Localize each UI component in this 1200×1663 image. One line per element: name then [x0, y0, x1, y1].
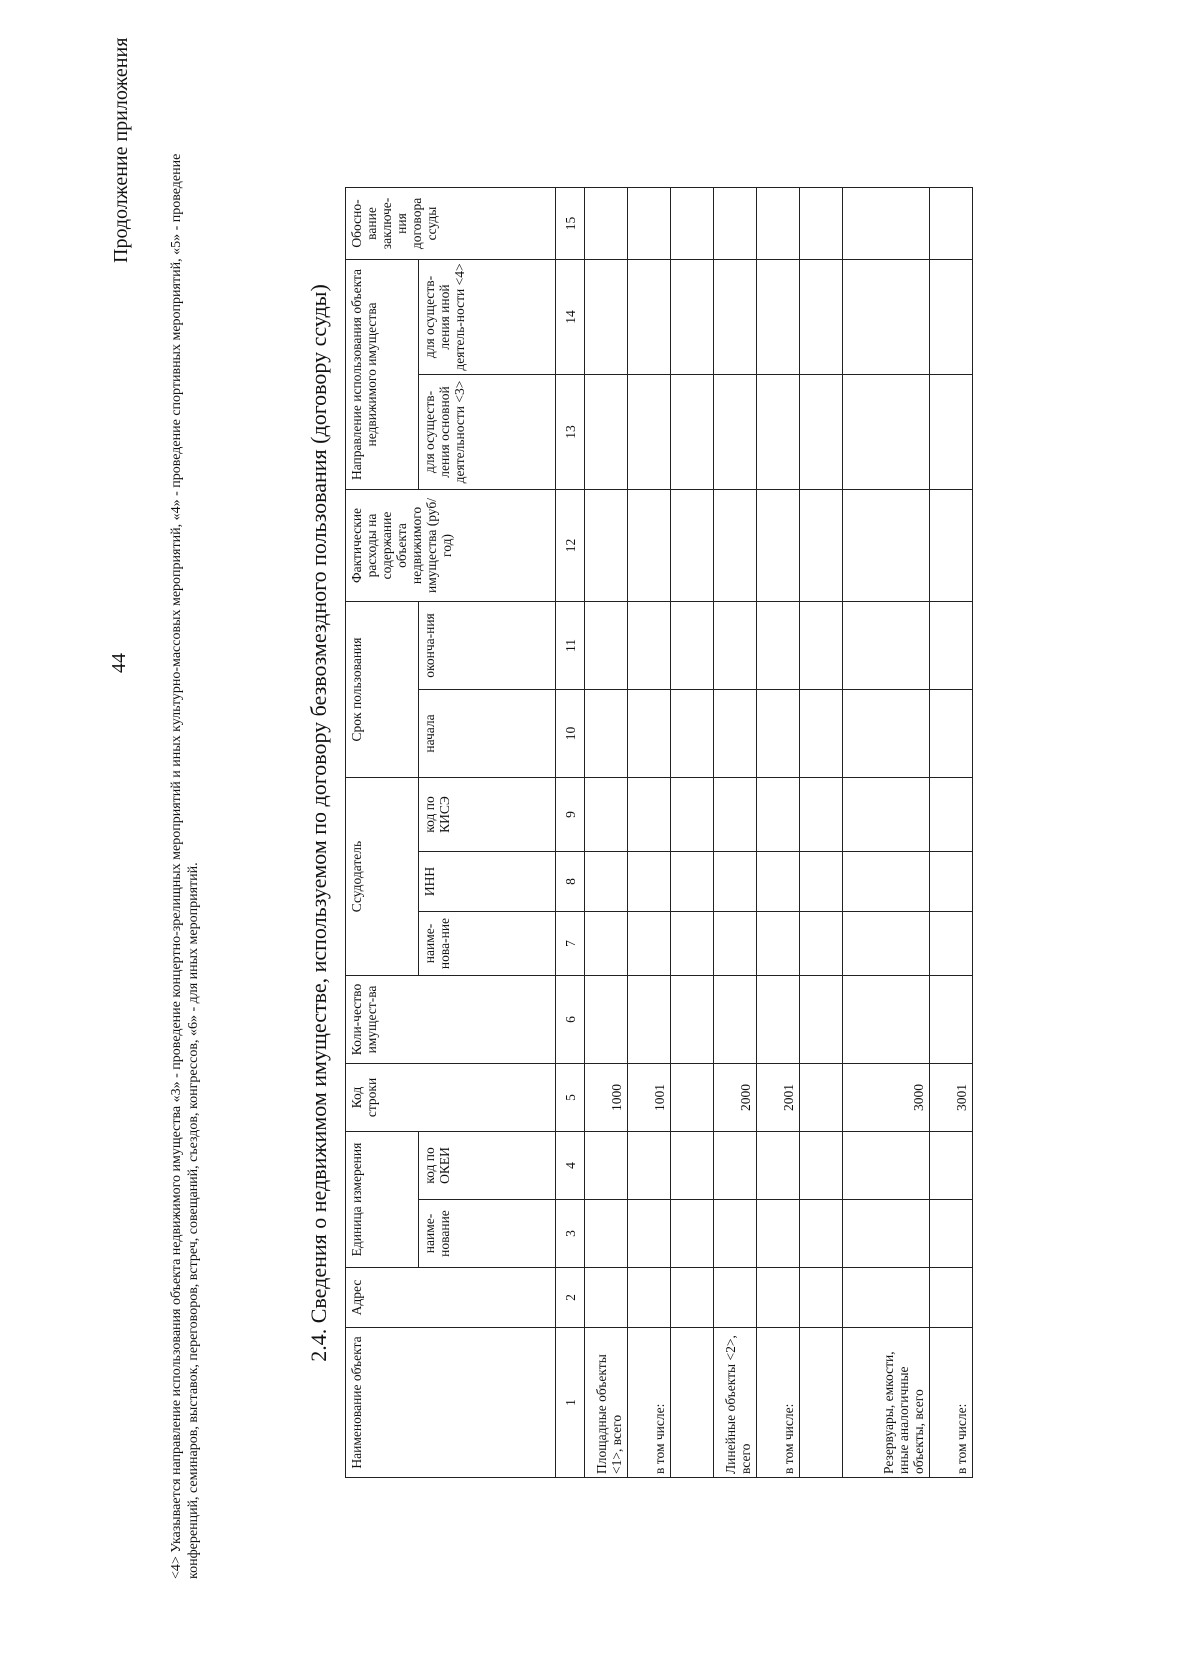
table-cell[interactable] [671, 1132, 714, 1200]
table-cell[interactable] [800, 601, 843, 689]
table-cell[interactable] [585, 778, 628, 852]
col-lender-header: Ссудодатель [346, 778, 419, 976]
table-cell[interactable] [843, 1200, 930, 1268]
table-cell[interactable] [671, 778, 714, 852]
col-justification-header: Обосно-вание заключе-ния договора ссуды [346, 187, 556, 259]
column-number: 9 [556, 778, 585, 852]
table-cell[interactable] [930, 259, 973, 374]
col-dir-other-header: для осуществ-ления иной деятель-ности <4> [419, 259, 556, 374]
col-quantity-header: Коли-чество имущест-ва [346, 976, 556, 1064]
table-row [671, 187, 714, 1477]
col-unit-header: Единица измерения [346, 1132, 419, 1268]
table-cell[interactable] [800, 778, 843, 852]
table-cell[interactable] [714, 1268, 757, 1328]
property-table [345, 187, 973, 1478]
col-name-header: Наименование объекта [346, 1328, 556, 1478]
row-code-cell[interactable]: 1001 [628, 1064, 671, 1132]
table-cell[interactable] [757, 374, 800, 489]
col-term-end-header: оконча-ния [419, 601, 556, 689]
column-number: 8 [556, 852, 585, 912]
table-cell[interactable] [930, 852, 973, 912]
table-cell[interactable] [628, 912, 671, 976]
table-cell[interactable] [585, 1132, 628, 1200]
table-cell[interactable] [585, 976, 628, 1064]
row-code-cell[interactable] [671, 1064, 714, 1132]
row-code-cell[interactable]: 2001 [757, 1064, 800, 1132]
table-cell[interactable] [800, 259, 843, 374]
column-number: 4 [556, 1132, 585, 1200]
table-cell[interactable] [628, 1200, 671, 1268]
table-cell[interactable] [757, 1200, 800, 1268]
row-code-cell[interactable]: 1000 [585, 1064, 628, 1132]
section-title: 2.4. Сведения о недвижимом имуществе, используемом по договору безвозмездного пользования (договору ссуды) [306, 284, 331, 1362]
table-cell[interactable] [714, 489, 757, 601]
table-cell[interactable] [930, 690, 973, 778]
table-cell[interactable] [800, 976, 843, 1064]
col-expenses-header: Фактические расходы на содержание объекта недвижимого имущества (руб/год) [346, 489, 556, 601]
table-cell[interactable] [671, 690, 714, 778]
table-cell[interactable] [585, 1200, 628, 1268]
table-row [843, 187, 930, 1477]
table-cell[interactable] [585, 601, 628, 689]
table-cell[interactable] [671, 1200, 714, 1268]
table-cell[interactable] [757, 489, 800, 601]
row-name-cell[interactable]: Резервуары, емкости, иные аналогичные объекты, всего [843, 1328, 930, 1478]
table-cell[interactable] [757, 912, 800, 976]
table-cell[interactable] [930, 976, 973, 1064]
col-term-header: Срок пользования [346, 601, 419, 777]
table-cell[interactable] [757, 259, 800, 374]
row-name-cell[interactable] [800, 1328, 843, 1478]
row-code-cell[interactable]: 3000 [843, 1064, 930, 1132]
table-cell[interactable] [585, 489, 628, 601]
column-number-row [556, 187, 585, 1477]
table-cell[interactable] [757, 601, 800, 689]
row-name-cell[interactable]: в том числе: [757, 1328, 800, 1478]
table-cell[interactable] [714, 1200, 757, 1268]
table-cell[interactable] [714, 778, 757, 852]
row-name-cell[interactable]: Линейные объекты <2>, всего [714, 1328, 757, 1478]
table-row [714, 187, 757, 1477]
table-cell[interactable] [671, 187, 714, 259]
table-cell[interactable] [930, 187, 973, 259]
table-cell[interactable] [671, 259, 714, 374]
table-cell[interactable] [930, 912, 973, 976]
col-rowcode-header: Код строки [346, 1064, 556, 1132]
table-cell[interactable] [843, 852, 930, 912]
table-cell[interactable] [671, 374, 714, 489]
table-cell[interactable] [714, 259, 757, 374]
table-row [930, 187, 973, 1477]
table-cell[interactable] [930, 1132, 973, 1200]
col-lender-name-header: наиме-нова-ние [419, 912, 556, 976]
table-cell[interactable] [714, 690, 757, 778]
table-cell[interactable] [714, 187, 757, 259]
page-number: 44 [108, 653, 130, 673]
table-cell[interactable] [671, 976, 714, 1064]
footnote: <4> Указывается направление использования объекта недвижимого имущества «3» - проведение концертно-зрелищных мероприятий и иных культурно-массовых мероприятий, «4» - проведение спортивных мероприятий, «5» - проведение конференций, семинаров, выставок, переговоров, встреч, совещаний, съездов, конгрессов, «6» - для иных мероприятий. [169, 153, 201, 1579]
col-unit-okei-header: код по ОКЕИ [419, 1132, 556, 1200]
row-code-cell[interactable]: 3001 [930, 1064, 973, 1132]
table-cell[interactable] [628, 1268, 671, 1328]
table-cell[interactable] [628, 852, 671, 912]
column-number: 15 [556, 187, 585, 259]
col-dir-main-header: для осуществ-ления основной деятельности <3> [419, 374, 556, 489]
column-number: 7 [556, 912, 585, 976]
table-row [757, 187, 800, 1477]
column-number: 3 [556, 1200, 585, 1268]
table-cell[interactable] [714, 852, 757, 912]
col-lender-inn-header: ИНН [419, 852, 556, 912]
table-cell[interactable] [671, 601, 714, 689]
table-cell[interactable] [628, 187, 671, 259]
table-cell[interactable] [843, 259, 930, 374]
table-cell[interactable] [930, 601, 973, 689]
table-cell[interactable] [714, 601, 757, 689]
table-cell[interactable] [800, 1268, 843, 1328]
table-cell[interactable] [628, 778, 671, 852]
table-cell[interactable] [628, 1132, 671, 1200]
table-cell[interactable] [843, 1268, 930, 1328]
table-cell[interactable] [585, 374, 628, 489]
column-number: 5 [556, 1064, 585, 1132]
table-cell[interactable] [800, 1200, 843, 1268]
col-term-start-header: начала [419, 690, 556, 778]
col-direction-header: Направление использования объекта недвижимого имущества [346, 259, 419, 489]
table-cell[interactable] [843, 489, 930, 601]
table-cell[interactable] [930, 778, 973, 852]
table-cell[interactable] [585, 259, 628, 374]
table-cell[interactable] [585, 1268, 628, 1328]
table-cell[interactable] [585, 690, 628, 778]
table-cell[interactable] [930, 1268, 973, 1328]
table-cell[interactable] [800, 690, 843, 778]
table-cell[interactable] [757, 187, 800, 259]
table-row [628, 187, 671, 1477]
table-cell[interactable] [930, 374, 973, 489]
table-cell[interactable] [800, 374, 843, 489]
table-cell[interactable] [757, 778, 800, 852]
table-cell[interactable] [843, 912, 930, 976]
column-number: 1 [556, 1328, 585, 1478]
table-cell[interactable] [628, 489, 671, 601]
column-number: 11 [556, 601, 585, 689]
table-cell[interactable] [800, 187, 843, 259]
table-cell[interactable] [714, 374, 757, 489]
table-cell[interactable] [930, 1200, 973, 1268]
table-cell[interactable] [757, 690, 800, 778]
row-name-cell[interactable]: Площадные объекты <1>, всего [585, 1328, 628, 1478]
column-number: 6 [556, 976, 585, 1064]
table-cell[interactable] [800, 1132, 843, 1200]
table-cell[interactable] [930, 489, 973, 601]
table-row [800, 187, 843, 1477]
table-cell[interactable] [628, 690, 671, 778]
col-lender-kise-header: код по КИСЭ [419, 778, 556, 852]
table-cell[interactable] [843, 601, 930, 689]
col-address-header: Адрес [346, 1268, 556, 1328]
column-number: 13 [556, 374, 585, 489]
table-cell[interactable] [757, 1132, 800, 1200]
table-cell[interactable] [757, 1268, 800, 1328]
table-cell[interactable] [843, 778, 930, 852]
table-cell[interactable] [714, 1132, 757, 1200]
table-cell[interactable] [628, 374, 671, 489]
table-cell[interactable] [714, 976, 757, 1064]
column-number: 12 [556, 489, 585, 601]
table-cell[interactable] [843, 187, 930, 259]
row-name-cell[interactable]: в том числе: [930, 1328, 973, 1478]
column-number: 14 [556, 259, 585, 374]
table-row [585, 187, 628, 1477]
table-cell[interactable] [585, 912, 628, 976]
table-cell[interactable] [628, 601, 671, 689]
table-cell[interactable] [585, 852, 628, 912]
row-code-cell[interactable]: 2000 [714, 1064, 757, 1132]
table-cell[interactable] [671, 852, 714, 912]
table-cell[interactable] [628, 976, 671, 1064]
table-cell[interactable] [628, 259, 671, 374]
table-cell[interactable] [671, 1268, 714, 1328]
table-cell[interactable] [671, 912, 714, 976]
col-unit-name-header: наиме-нование [419, 1200, 556, 1268]
table-cell[interactable] [585, 187, 628, 259]
table-cell[interactable] [671, 489, 714, 601]
table-cell[interactable] [800, 852, 843, 912]
table-cell[interactable] [843, 690, 930, 778]
column-number: 2 [556, 1268, 585, 1328]
table-cell[interactable] [800, 912, 843, 976]
table-cell[interactable] [757, 976, 800, 1064]
column-number: 10 [556, 690, 585, 778]
table-cell[interactable] [757, 852, 800, 912]
table-cell[interactable] [714, 912, 757, 976]
table-cell[interactable] [843, 374, 930, 489]
row-name-cell[interactable] [671, 1328, 714, 1478]
row-code-cell[interactable] [800, 1064, 843, 1132]
table-cell[interactable] [843, 1132, 930, 1200]
table-cell[interactable] [800, 489, 843, 601]
table-cell[interactable] [843, 976, 930, 1064]
page-continuation-label: Продолжение приложения [110, 37, 132, 263]
row-name-cell[interactable]: в том числе: [628, 1328, 671, 1478]
